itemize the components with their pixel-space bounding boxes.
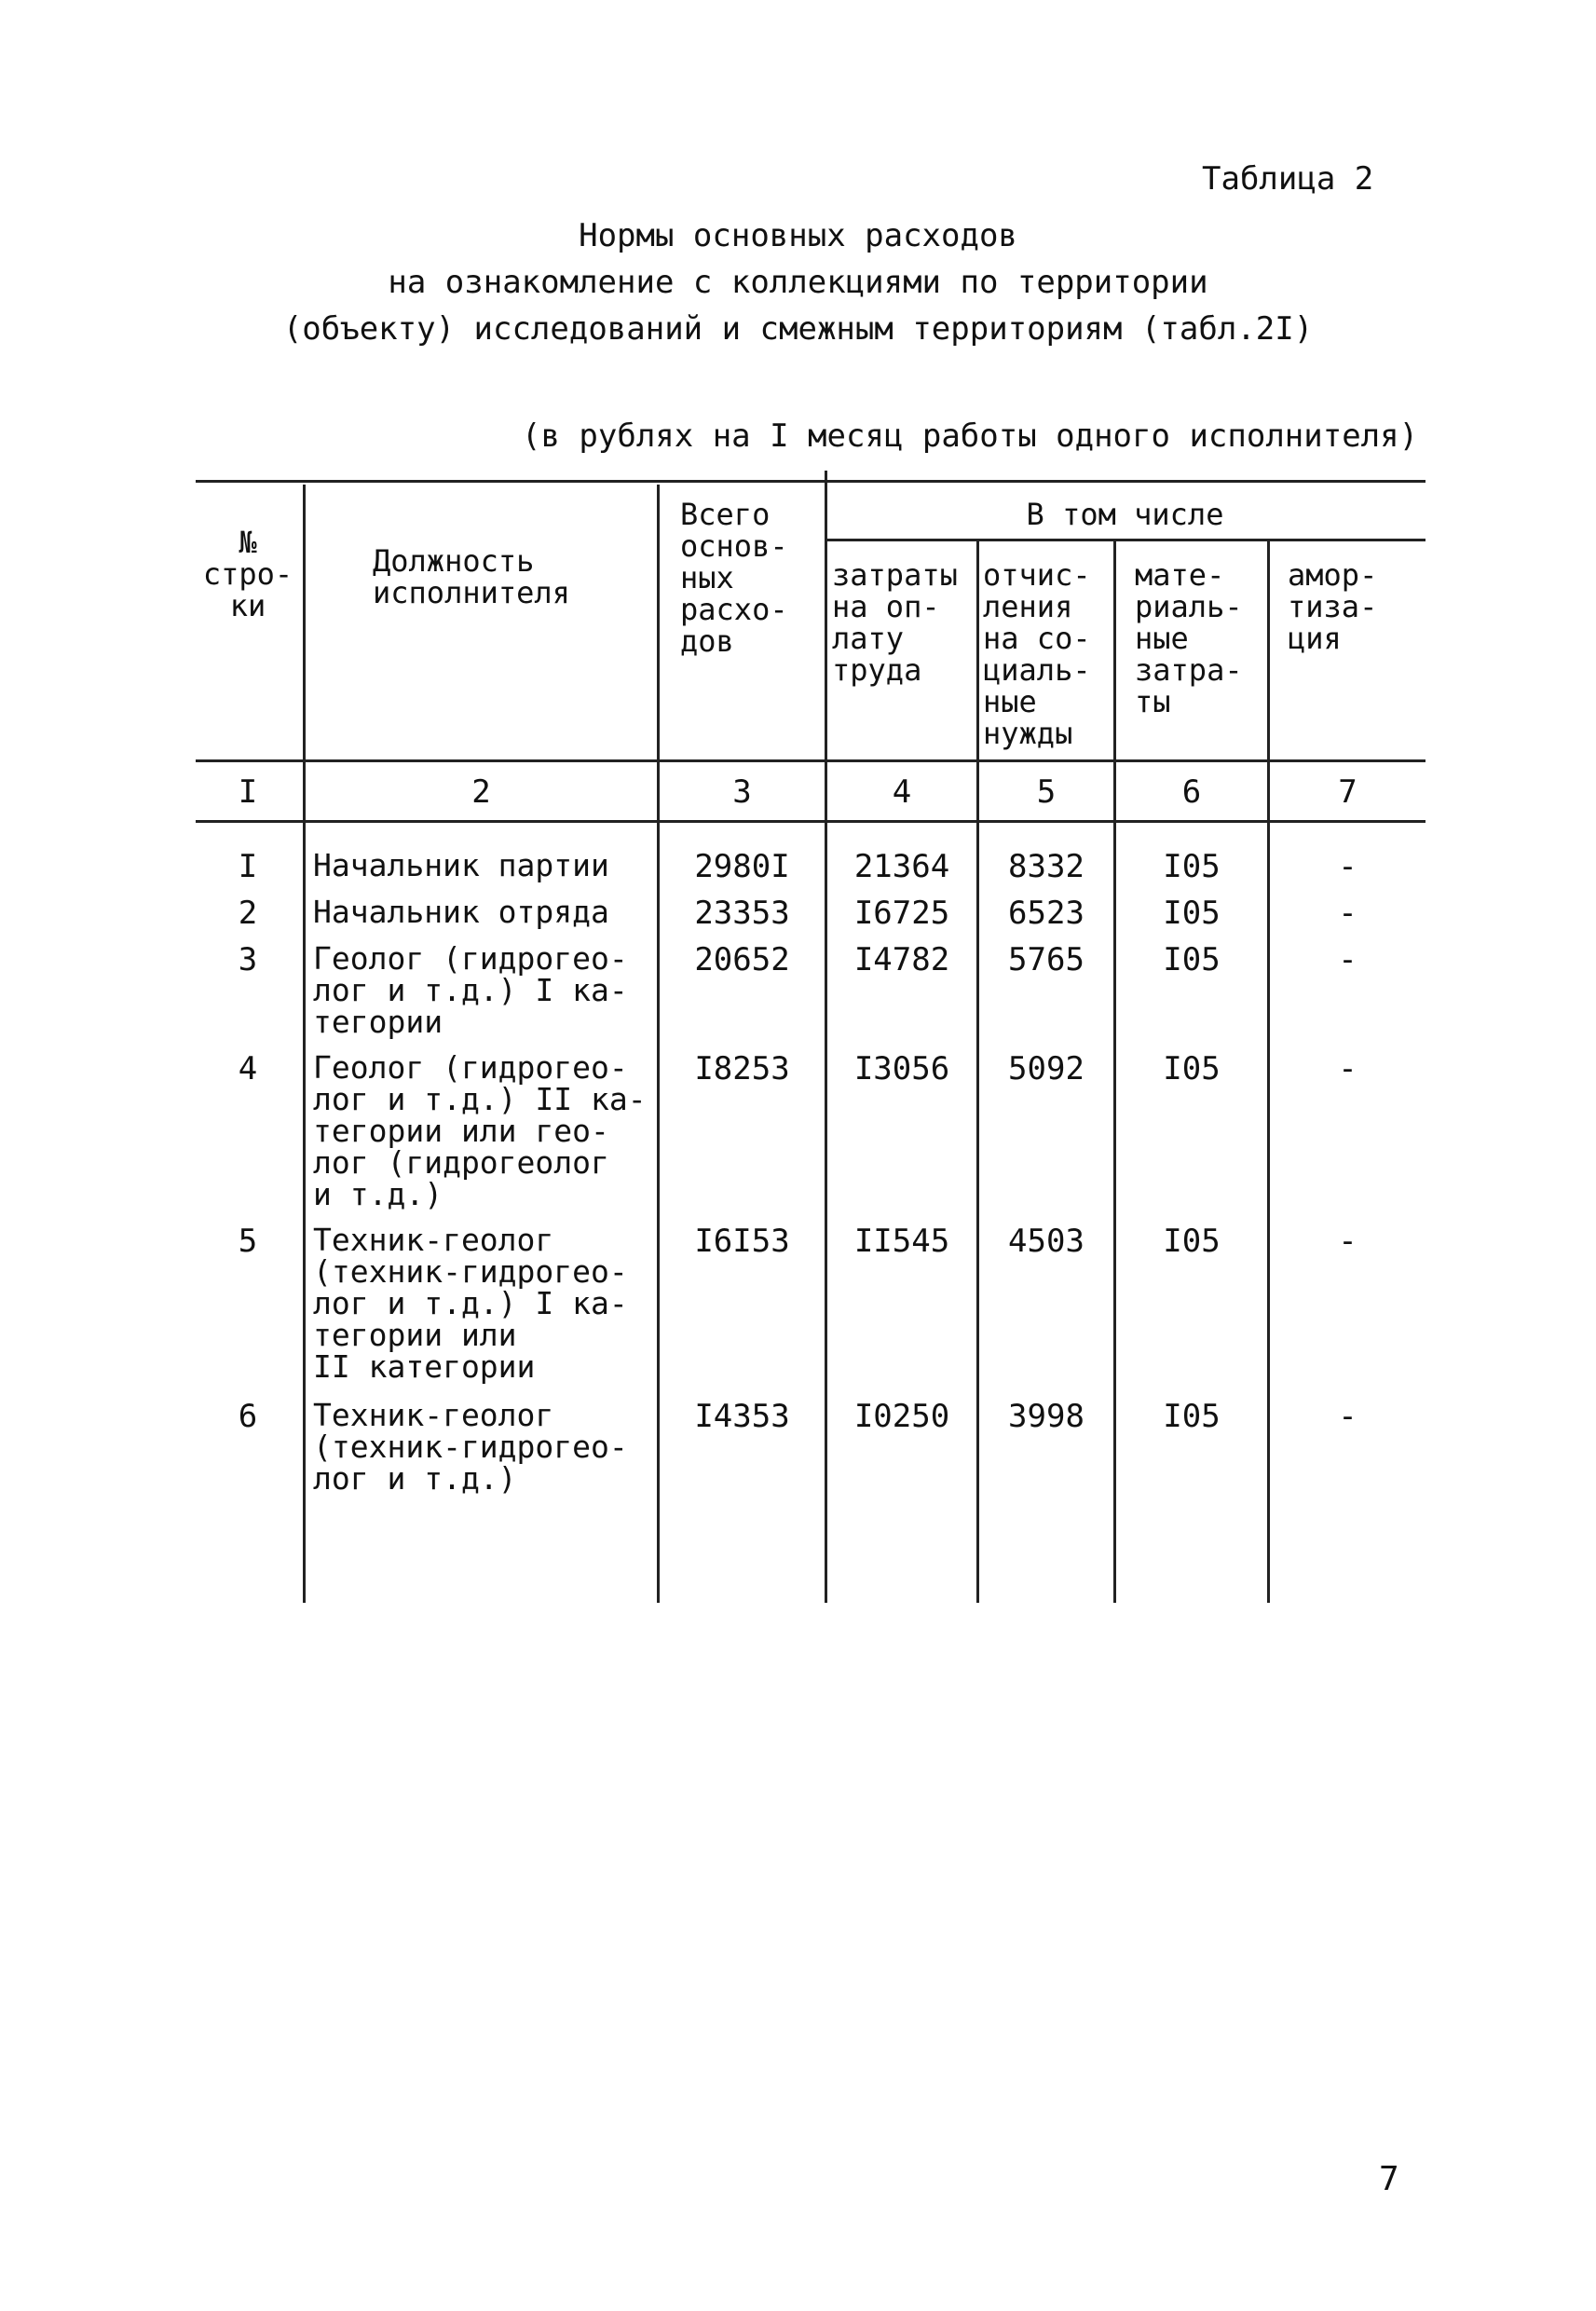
row-social: 5765 [1008,941,1084,978]
row-position: Начальник отряда [313,894,609,930]
row-no: 2 [238,895,258,932]
colnum-bottom-rule [196,820,1425,823]
col-number-6: 6 [1181,773,1202,811]
col-number-2: 2 [471,773,491,811]
title-line-3: (объекту) исследований и смежным территориям (табл.2I) [282,310,1314,348]
header-social: отчис- ления на со- циаль- ные нужды [983,557,1091,751]
col-divider-2 [657,485,660,1603]
row-no: 5 [238,1223,258,1260]
subheader-rule [825,539,1425,541]
header-bottom-rule [196,759,1425,762]
row-total: 2980I [694,848,790,885]
row-no: 4 [238,1050,258,1087]
row-social: 4503 [1008,1223,1084,1260]
row-material: I05 [1163,1398,1221,1435]
row-total: 23353 [694,895,790,932]
col-divider-1 [303,485,306,1603]
row-amortization: - [1338,848,1357,885]
row-material: I05 [1163,941,1221,978]
row-labor: I6725 [853,895,950,932]
row-material: I05 [1163,1223,1221,1260]
row-labor: I4782 [853,941,950,978]
row-social: 6523 [1008,895,1084,932]
header-material: мате- риаль- ные затра- ты [1135,557,1243,719]
row-position: Техник-геолог (техник-гидрогео- лог и т.д.) [313,1397,628,1497]
row-total: 20652 [694,941,790,978]
row-labor: I3056 [853,1050,950,1087]
units-note: (в рублях на I месяц работы одного исполнителя) [522,417,1419,455]
header-position: Должность исполнителя [373,543,570,610]
header-including: В том числе [1026,497,1224,532]
row-social: 8332 [1008,848,1084,885]
row-no: I [238,848,258,885]
title-line-1: Нормы основных расходов [579,217,1017,254]
header-labor: затраты на оп- лату труда [832,557,958,688]
table-label: Таблица 2 [1202,160,1374,198]
row-position: Геолог (гидрогео- лог и т.д.) II ка- тегории или гео- лог (гидрогеолог и т.д.) [313,1049,647,1212]
row-material: I05 [1163,895,1221,932]
title-line-2: на ознакомление с коллекциями по территории [388,264,1208,301]
row-material: I05 [1163,848,1221,885]
row-total: I8253 [694,1050,790,1087]
col-number-1: I [238,773,258,811]
row-social: 3998 [1008,1398,1084,1435]
col-number-3: 3 [732,773,752,811]
row-total: I4353 [694,1398,790,1435]
row-no: 3 [238,941,258,978]
col-number-7: 7 [1338,773,1357,811]
row-position: Техник-геолог (техник-гидрогео- лог и т.д.) I ка- тегории или II категории [313,1222,628,1385]
col-number-4: 4 [892,773,912,811]
row-amortization: - [1338,941,1357,978]
row-social: 5092 [1008,1050,1084,1087]
row-no: 6 [238,1398,258,1435]
row-total: I6I53 [694,1223,790,1260]
row-amortization: - [1338,1398,1357,1435]
table-top-rule [196,480,1425,483]
page-number: 7 [1379,2160,1399,2198]
row-position: Начальник партии [313,847,609,883]
header-row-no: № стро- ки [202,525,293,623]
col-number-5: 5 [1036,773,1057,811]
row-labor: II545 [853,1223,950,1260]
row-position: Геолог (гидрогео- лог и т.д.) I ка- тегории [313,940,628,1040]
row-labor: I0250 [853,1398,950,1435]
row-labor: 21364 [853,848,950,885]
header-total: Всего основ- ных расхо- дов [680,497,788,659]
row-material: I05 [1163,1050,1221,1087]
header-amortization: амор- тиза- ция [1288,557,1378,656]
row-amortization: - [1338,1223,1357,1260]
row-amortization: - [1338,1050,1357,1087]
row-amortization: - [1338,895,1357,932]
